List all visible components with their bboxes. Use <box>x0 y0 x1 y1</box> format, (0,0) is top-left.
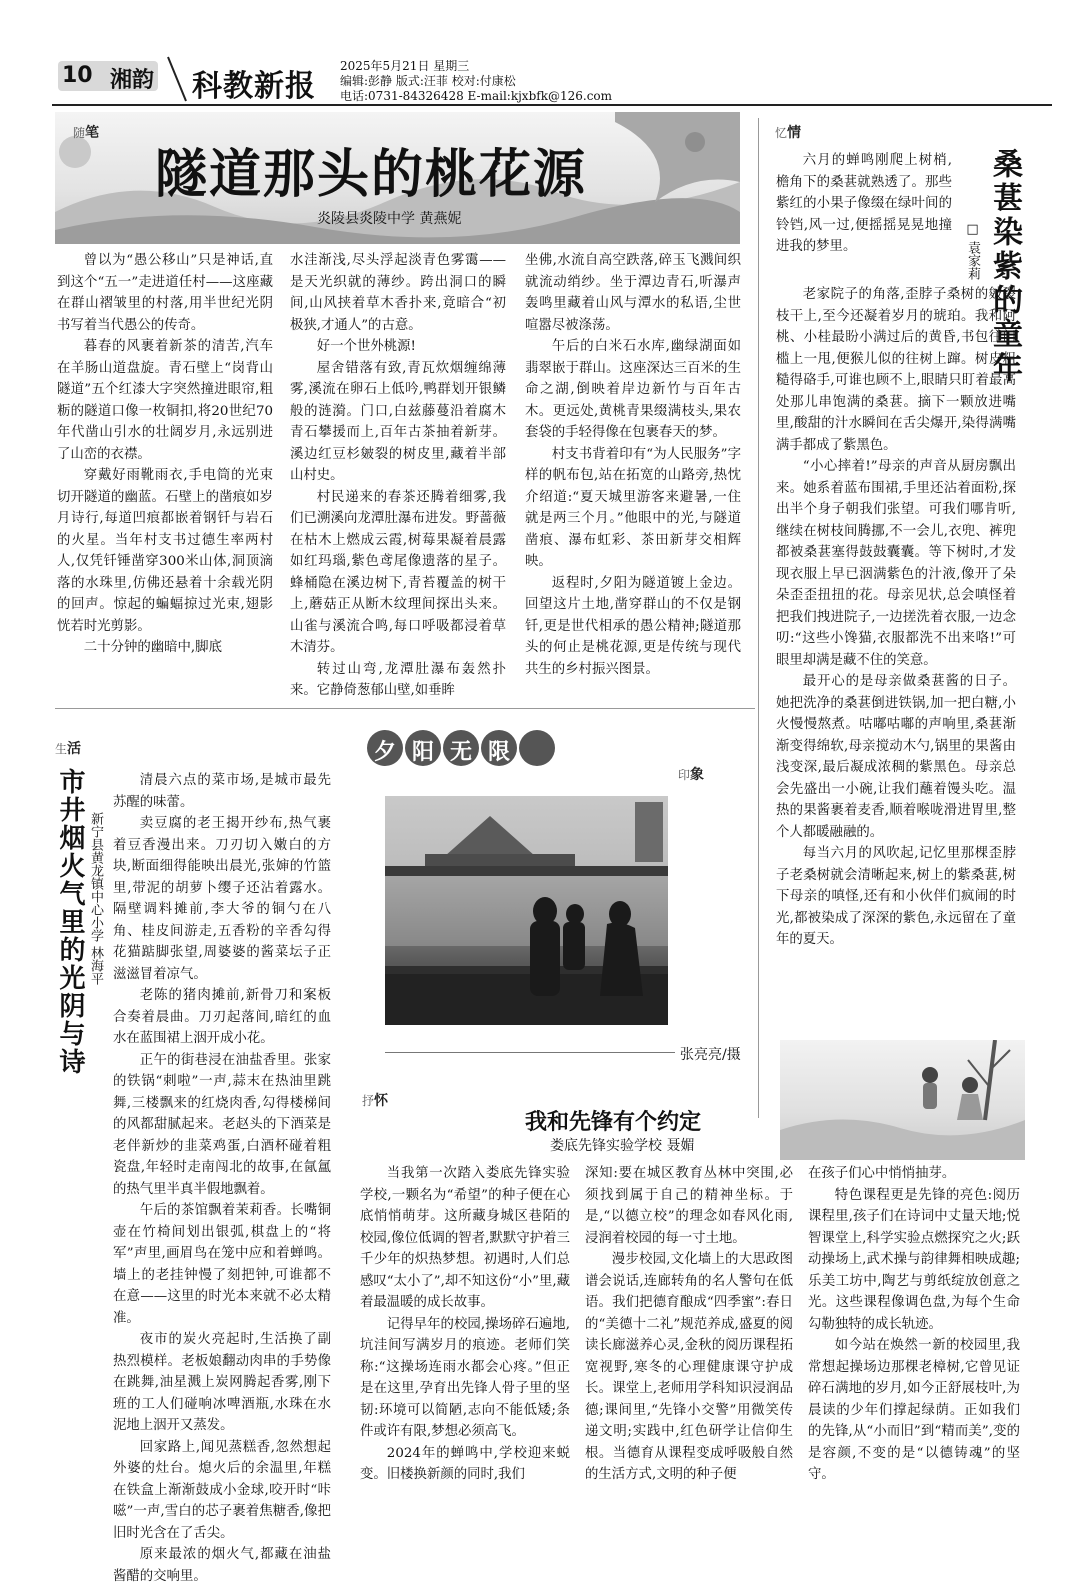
article1-banner <box>55 112 740 244</box>
article3-title: 市井烟火气里的光阴与诗 <box>55 768 85 1076</box>
photo-title: 夕阳无限好 <box>374 740 527 796</box>
article1-title: 隧道那头的桃花源 <box>155 145 588 205</box>
paragraph: 水洼渐浅,尽头浮起淡青色雾霭——是天光织就的薄纱。跨出洞口的瞬间,山风挟着草木香扑来,竟暗合“初极狭,才通人”的古意。 <box>290 253 506 333</box>
contact-info: 电话:0731-84326428 E-mail:kjxbfk@126.com <box>340 89 613 103</box>
section-tag-impression: 印象 <box>678 767 705 783</box>
illustration-scene <box>780 1040 1025 1160</box>
paragraph: 最开心的是母亲做桑葚酱的日子。她把洗净的桑葚倒进铁锅,加一把白糖,小火慢慢熬煮。咕嘟咕嘟的声响里,桑葚渐渐变得绵软,母亲搅动木勺,锅里的果酱由浅变深,最后凝成浓稠的紫黑色。母亲总会先盛出一小碗,让我们蘸着馒头吃。温热的果酱裹着麦香,顺着喉咙滑进胃里,整个人都暖融融的。 <box>776 674 1016 840</box>
photo-scene <box>385 796 668 1025</box>
paragraph: 返程时,夕阳为隧道镀上金边。回望这片土地,凿穿群山的不仅是钢钎,更是世代相承的愚公精神;隧道那头的何止是桃花源,更是传统与现代共生的乡村振兴图景。 <box>525 575 741 677</box>
paragraph: 卖豆腐的老王揭开纱布,热气裹着豆香漫出来。刀刃切入嫩白的方块,断面细得能映出晨光,张婶的竹篮里,带泥的胡萝卜缨子还沾着露水。隔壁调料摊前,李大爷的铜勺在八角、桂皮间游走,五香粉的辛香勾得花猫踮脚张望,周婆婆的酱菜坛子正滋滋冒着凉气。 <box>113 816 331 982</box>
children-illustration <box>780 1040 1025 1160</box>
paragraph: 老陈的猪肉摊前,新骨刀和案板合奏着晨曲。刀刃起落间,暗红的血水在蓝围裙上洇开成小花。 <box>113 988 331 1046</box>
paragraph: 转过山弯,龙潭肚瀑布轰然扑来。它静倚葱郁山壁,如垂眸 <box>290 661 506 698</box>
paragraph: 六月的蝉鸣刚爬上树梢,檐角下的桑葚就熟透了。那些紫红的小果子像缀在绿叶间的铃铛,风一过,便摇摇晃晃地撞进我的梦里。 <box>776 153 952 254</box>
article2-title: 桑葚染紫的童年 <box>987 148 1022 386</box>
paragraph: 2024年的蝉鸣中,学校迎来蜕变。旧楼换新颜的同时,我们 <box>360 1445 570 1482</box>
paragraph: 村民递来的春茶还腾着细雾,我们已溯溪向龙潭肚瀑布进发。野蔷薇在枯木上燃成云霞,树莓果凝着晨露如红玛瑙,紫色鸢尾像遗落的星子。蜂桶隐在溪边树下,青苔覆盖的树干上,蘑菇正从断木纹理间探出头来。山雀与溪流合鸣,每口呼吸都浸着草木清芬。 <box>290 489 506 655</box>
masthead-rule <box>52 104 1052 106</box>
article2-body-top <box>776 150 952 258</box>
staff-credits: 编辑:彭静 版式:汪菲 校对:付康松 <box>340 74 516 88</box>
article2-byline: □ 袁家莉 <box>965 222 980 281</box>
paragraph: 二十分钟的幽暗中,脚底 <box>83 640 222 655</box>
paragraph: 屋舍错落有致,青瓦炊烟缠绵薄雾,溪流在卵石上低吟,鸭群划开银鳞般的涟漪。门口,白兹藤蔓沿着腐木青石攀援而上,百年古茶抽着新芽。溪边红豆杉皴裂的树皮里,藏着半部山村史。 <box>290 360 506 483</box>
paragraph: “小心摔着!”母亲的声音从厨房飘出来。她系着蓝布围裙,手里还沾着面粉,探出半个身子朝我们张望。可我们哪肯听,继续在树枝间腾挪,不一会儿,衣兜、裤兜都被桑葚塞得鼓鼓囊囊。等下树时,才发现衣服上早已洇满紫色的汁液,像开了朵朵歪歪扭扭的花。母亲见状,总会嗔怪着把我们拽进院子,一边搓洗着衣服,一边念叨:“这些小馋猫,衣服都洗不出来咯!”可眼里却满是藏不住的笑意。 <box>776 459 1016 668</box>
paragraph: 漫步校园,文化墙上的大思政图谱会说话,连廊转角的名人警句在低语。我们把德育酿成“四季蜜”:春日的“美德十二礼”规范养成,盛夏的阅读长廊滋养心灵,金秋的阅历课程拓宽视野,寒冬的心理健康课守护成长。课堂上,老师用学科知识浸润品德;课间里,“先锋小交警”用微笑传递文明;实践中,红色研学让信仰生根。当德育从课程变成呼吸般自然的生活方式,文明的种子便 <box>585 1252 793 1482</box>
paragraph: 老家院子的角落,歪脖子桑树的皴裂枝干上,至今还凝着岁月的琥珀。我和阿桃、小桂最盼小满过后的黄昏,书包往门槛上一甩,便猴儿似的往树上蹿。树皮粗糙得硌手,可谁也顾不上,眼睛只盯着最高处那儿串饱满的桑葚。摘下一颗放进嘴里,酸甜的汁水瞬间在舌尖爆开,染得满嘴满手都成了紫黑色。 <box>776 287 1016 453</box>
article5-byline: 娄底先锋实验学校 聂媚 <box>550 1138 695 1154</box>
section-tag-life: 生活 <box>55 741 82 757</box>
paragraph: 清晨六点的菜市场,是城市最先苏醒的味蕾。 <box>113 773 331 810</box>
article3-body <box>113 770 331 1587</box>
article1-byline: 炎陵县炎陵中学 黄燕妮 <box>317 211 462 227</box>
paragraph: 原来最浓的烟火气,都藏在油盐酱醋的交响里。 <box>113 1547 331 1584</box>
sunset-photo <box>385 796 668 1025</box>
photo-credit: 张亮亮/摄 <box>680 1047 741 1063</box>
article3-byline: 新宁县黄龙镇中心小学 林海平 <box>88 812 103 986</box>
column-name: 湘韵 <box>110 68 155 93</box>
article1-column-1 <box>57 250 273 659</box>
paragraph: 曾以为“愚公移山”只是神话,直到这个“五一”走进道任村——这座藏在群山褶皱里的村落,用半世纪光阴书写着当代愚公的传奇。 <box>57 253 273 333</box>
paragraph: 在孩子们心中悄悄抽芽。 <box>808 1166 956 1181</box>
paragraph: 深知:要在城区教育丛林中突围,必须找到属于自己的精神坐标。于是,“以德立校”的理念如春风化雨,浸润着校园的每一寸土地。 <box>585 1166 793 1246</box>
masthead-slash-divider <box>162 55 192 103</box>
section-divider-vertical <box>758 118 759 1118</box>
paragraph: 暮春的风裹着新茶的清苦,汽车在羊肠山道盘旋。青石壁上“岗背山隧道”五个红漆大字突然撞进眼帘,粗粝的隧道口像一枚铜扣,将20世纪70年代凿山引水的壮阔岁月,永远别进了山峦的衣襟。 <box>57 339 273 462</box>
issue-date: 2025年5月21日 星期三 <box>340 59 470 73</box>
article5-title: 我和先锋有个约定 <box>525 1110 702 1135</box>
paragraph: 当我第一次踏入娄底先锋实验学校,一颗名为“希望”的种子便在心底悄悄萌芽。这所藏身城区巷陌的校园,像位低调的智者,默默守护着三千少年的炽热梦想。初遇时,人们总感叹“太小了”,却不知这份“小”里,藏着最温暖的成长故事。 <box>360 1166 570 1310</box>
paragraph: 午后的白米石水库,幽绿湖面如翡翠嵌于群山。这座深达三百米的生命之湖,倒映着岸边新竹与百年古木。更远处,黄桃青果缀满枝头,果农套袋的手轻得像在包裹春天的梦。 <box>525 339 741 440</box>
paragraph: 好一个世外桃源! <box>316 339 416 354</box>
photo-title-ribbon <box>365 728 557 796</box>
section-tag-lyric: 抒怀 <box>362 1093 389 1109</box>
section-divider-horizontal <box>55 708 755 709</box>
article5-column-3 <box>808 1163 1020 1486</box>
photo-credit-rule <box>385 1052 675 1053</box>
paragraph: 穿戴好雨靴雨衣,手电筒的光束切开隧道的幽蓝。石壁上的凿痕如岁月诗行,每道凹痕都嵌着钢钎与岩石的火星。当年村支书过德生率两村人,仅凭钎锤凿穿300米山体,洞顶滴落的水珠里,仿佛还悬着十余载光阴的回声。惊起的蝙蝠掠过光束,翅影恍若时光剪影。 <box>57 468 273 634</box>
paragraph: 记得早年的校园,操场碎石遍地,坑洼间写满岁月的痕迹。老师们笑称:“这操场连雨水都会心疼。”但正是在这里,孕育出先锋人骨子里的坚韧:环境可以简陋,志向不能低矮;条件或许有限,梦想必须高飞。 <box>360 1316 570 1439</box>
article5-column-2 <box>585 1163 793 1486</box>
article2-body <box>776 284 1016 951</box>
paragraph: 午后的茶馆飘着茉莉香。长嘴铜壶在竹椅间划出银弧,棋盘上的“将军”声里,画眉鸟在笼中应和着蝉鸣。墙上的老挂钟慢了刻把钟,可谁都不在意——这里的时光本来就不必太精准。 <box>113 1203 331 1326</box>
article1-column-3 <box>525 250 741 680</box>
paragraph: 特色课程更是先锋的亮色:阅历课程里,孩子们在诗词中丈量天地;悦智课堂上,科学实验点燃探究之火;跃动操场上,武术操与韵律舞相映成趣;乐美工坊中,陶艺与剪纸绽放创意之光。这些课程像调色盘,为每个生命勾勒独特的成长轨迹。 <box>808 1187 1020 1332</box>
paragraph: 坐佛,水流自高空跌落,碎玉飞溅间织就流动绡纱。坐于潭边青石,听瀑声轰鸣里藏着山风与潭水的私语,尘世喧嚣尽被涤荡。 <box>525 253 741 333</box>
page-number: 10 <box>62 63 93 88</box>
paragraph: 村支书背着印有“为人民服务”字样的帆布包,站在拓宽的山路旁,热忱介绍道:“夏天城里游客来避暑,一住就是两三个月。”他眼中的光,与隧道凿痕、瀑布虹彩、茶田新芽交相辉映。 <box>525 446 741 569</box>
article5-column-1 <box>360 1163 570 1486</box>
paper-name: 科教新报 <box>192 69 316 104</box>
paragraph: 如今站在焕然一新的校园里,我常想起操场边那棵老樟树,它曾见证碎石满地的岁月,如今正舒展枝叶,为晨读的少年们撑起绿荫。正如我们的先锋,从“小而旧”到“精而美”,变的是容颜,不变的是“以德铸魂”的坚守。 <box>808 1338 1020 1482</box>
section-tag-essay: 随笔 <box>73 125 100 141</box>
paragraph: 回家路上,闻见蒸糕香,忽然想起外婆的灶台。熄火后的余温里,年糕在铁盒上渐渐鼓成小金球,咬开时“咔嗞”一声,雪白的芯子裹着焦糖香,像把旧时光含在了舌尖。 <box>113 1439 331 1541</box>
section-tag-memory: 忆情 <box>775 125 802 141</box>
paragraph: 正午的街巷浸在油盐香里。张家的铁锅“刺啦”一声,蒜末在热油里跳舞,三楼飘来的红烧肉香,勾得楼梯间的风都甜腻起来。老赵头的下酒菜是老伴新炒的韭菜鸡蛋,白酒杯碰着粗瓷盘,年轻时走南闯北的故事,在氤氲的热气里半真半假地飘着。 <box>113 1052 331 1197</box>
paragraph: 夜市的炭火亮起时,生活换了副热烈模样。老板娘翻动肉串的手势像在跳舞,油星溅上炭网腾起香雾,刚下班的工人们碰响冰啤酒瓶,水珠在水泥地上洇开又蒸发。 <box>113 1332 331 1433</box>
paragraph: 每当六月的风吹起,记忆里那棵歪脖子老桑树就会清晰起来,树上的紫桑葚,树下母亲的嗔怪,还有和小伙伴们疯闹的时光,都被染成了深深的紫色,永远留在了童年的夏天。 <box>776 846 1016 947</box>
masthead <box>52 55 1052 105</box>
article1-column-2 <box>290 250 506 702</box>
